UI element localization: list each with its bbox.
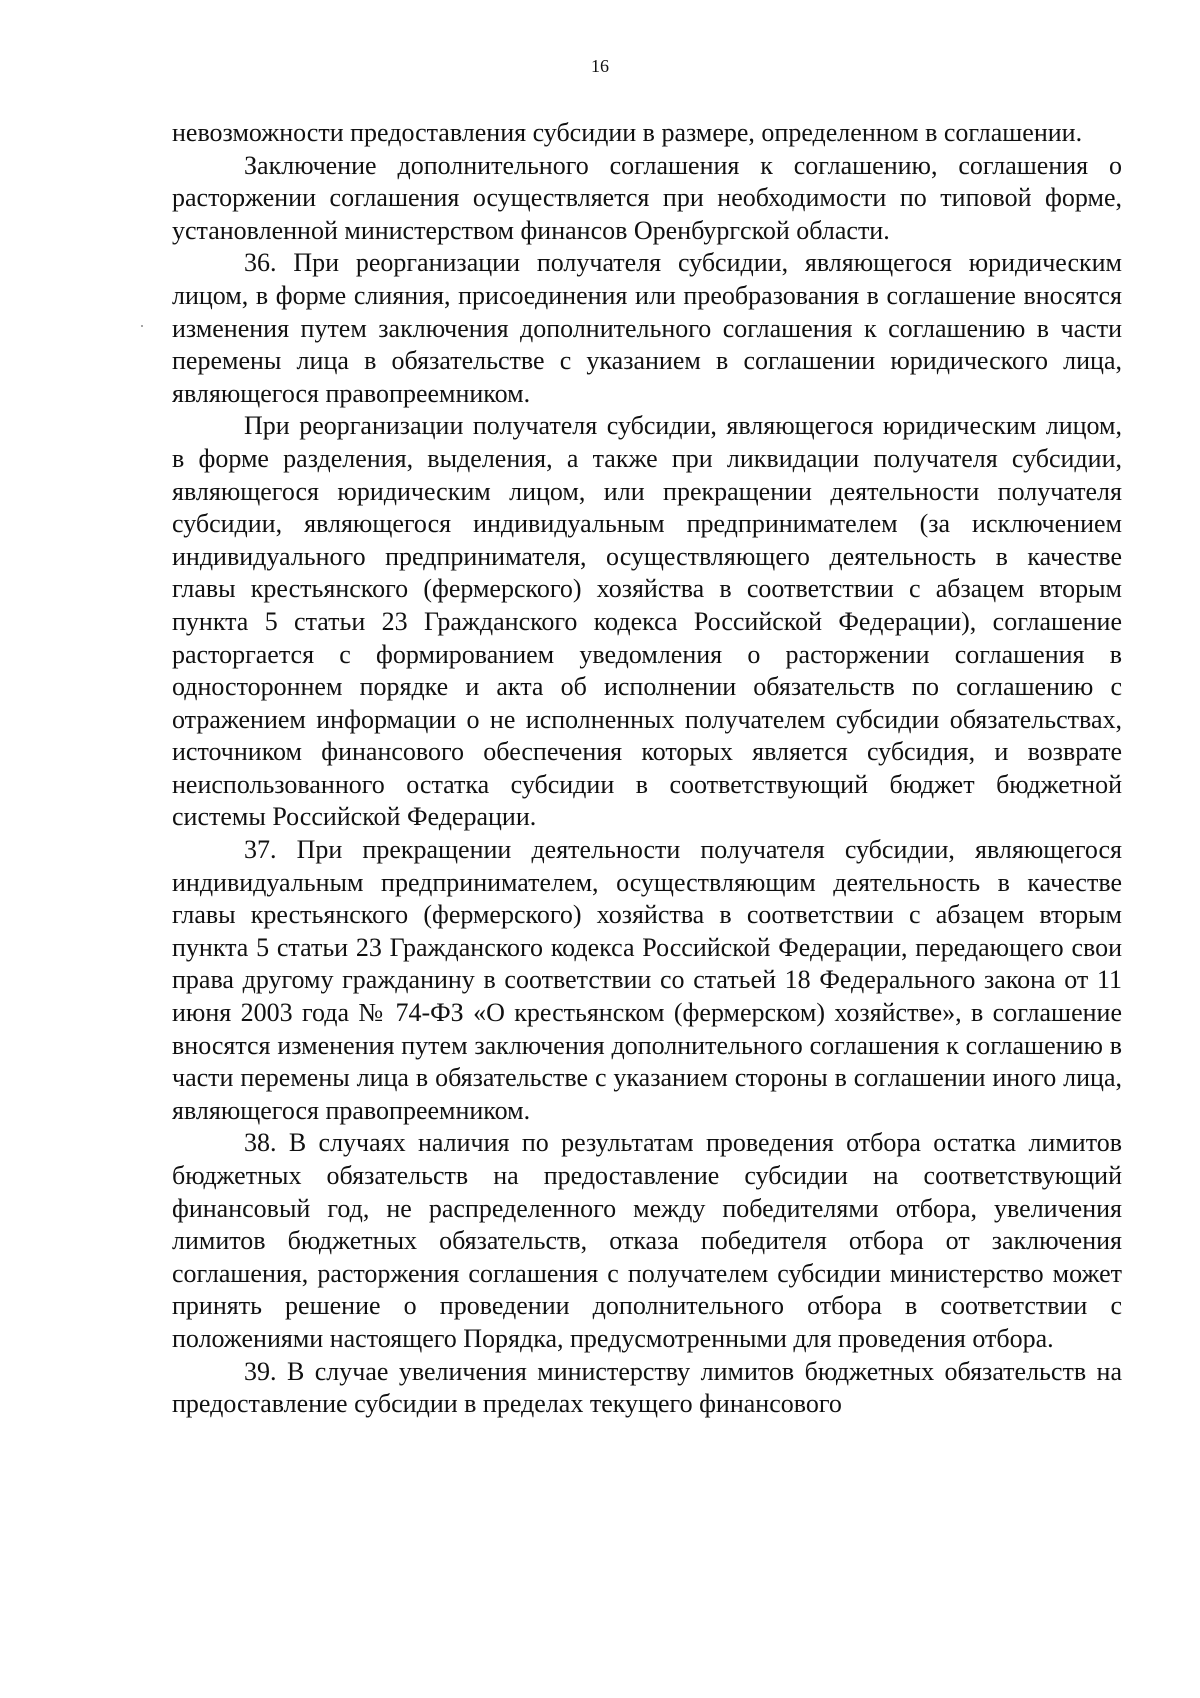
paragraph-item-38: 38. В случаях наличия по результатам проведения отбора остатка лимитов бюджетных обязательств на предоставление субсидии на соответствующий финансовый год, не распределенного между победителями отбора, увеличения лимитов бюджетных обязательств, отказа победителя отбора от заключения соглашения, расторжения соглашения с получателем субсидии министерство может принять решение о проведении дополнительного отбора в соответствии с положениями настоящего Порядка, предусмотренными для проведения отбора. bbox=[172, 1128, 1122, 1353]
paragraph-item-36: 36. При реорганизации получателя субсидии, являющегося юридическим лицом, в форме слияния, присоединения или преобразования в соглашение вносятся изменения путем заключения дополнительного соглашения к соглашению в части перемены лица в обязательстве с указанием в соглашении юридического лица, являющегося правопреемником. bbox=[172, 248, 1122, 408]
paragraph-additional-agreement: Заключение дополнительного соглашения к соглашению, соглашения о расторжении соглашения осуществляется при необходимости по типовой форме, установленной министерством финансов Оренбургской области. bbox=[172, 150, 1122, 245]
document-body bbox=[172, 117, 1122, 1421]
scan-speck bbox=[141, 325, 143, 327]
paragraph-continuation: невозможности предоставления субсидии в размере, определенном в соглашении. bbox=[172, 118, 1083, 147]
paragraph-item-37: 37. При прекращении деятельности получателя субсидии, являющегося индивидуальным предпринимателем, осуществляющим деятельность в качестве главы крестьянского (фермерского) хозяйства в соответствии с абзацем вторым пункта 5 статьи 23 Гражданского кодекса Российской Федерации, передающего свои права другому гражданину в соответствии со статьей 18 Федерального закона от 11 июня 2003 года № 74-ФЗ «О крестьянском (фермерском) хозяйстве», в соглашение вносятся изменения путем заключения дополнительного соглашения к соглашению в части перемены лица в обязательстве с указанием стороны в соглашении иного лица, являющегося правопреемником. bbox=[172, 835, 1122, 1125]
paragraph-item-39: 39. В случае увеличения министерству лимитов бюджетных обязательств на предоставление субсидии в пределах текущего финансового bbox=[172, 1356, 1122, 1419]
paragraph-reorganization: При реорганизации получателя субсидии, являющегося юридическим лицом, в форме разделения, выделения, а также при ликвидации получателя субсидии, являющегося юридическим лицом, или прекращении деятельности получателя субсидии, являющегося индивидуальным предпринимателем (за исключением индивидуального предпринимателя, осуществляющего деятельность в качестве главы крестьянского (фермерского) хозяйства в соответствии с абзацем вторым пункта 5 статьи 23 Гражданского кодекса Российской Федерации), соглашение расторгается с формированием уведомления о расторжении соглашения в одностороннем порядке и акта об исполнении обязательств по соглашению с отражением информации о не исполненных получателем субсидии обязательствах, источником финансового обеспечения которых является субсидия, и возврате неиспользованного остатка субсидии в соответствующий бюджет бюджетной системы Российской Федерации. bbox=[172, 411, 1122, 832]
page-number: 16 bbox=[591, 56, 609, 76]
